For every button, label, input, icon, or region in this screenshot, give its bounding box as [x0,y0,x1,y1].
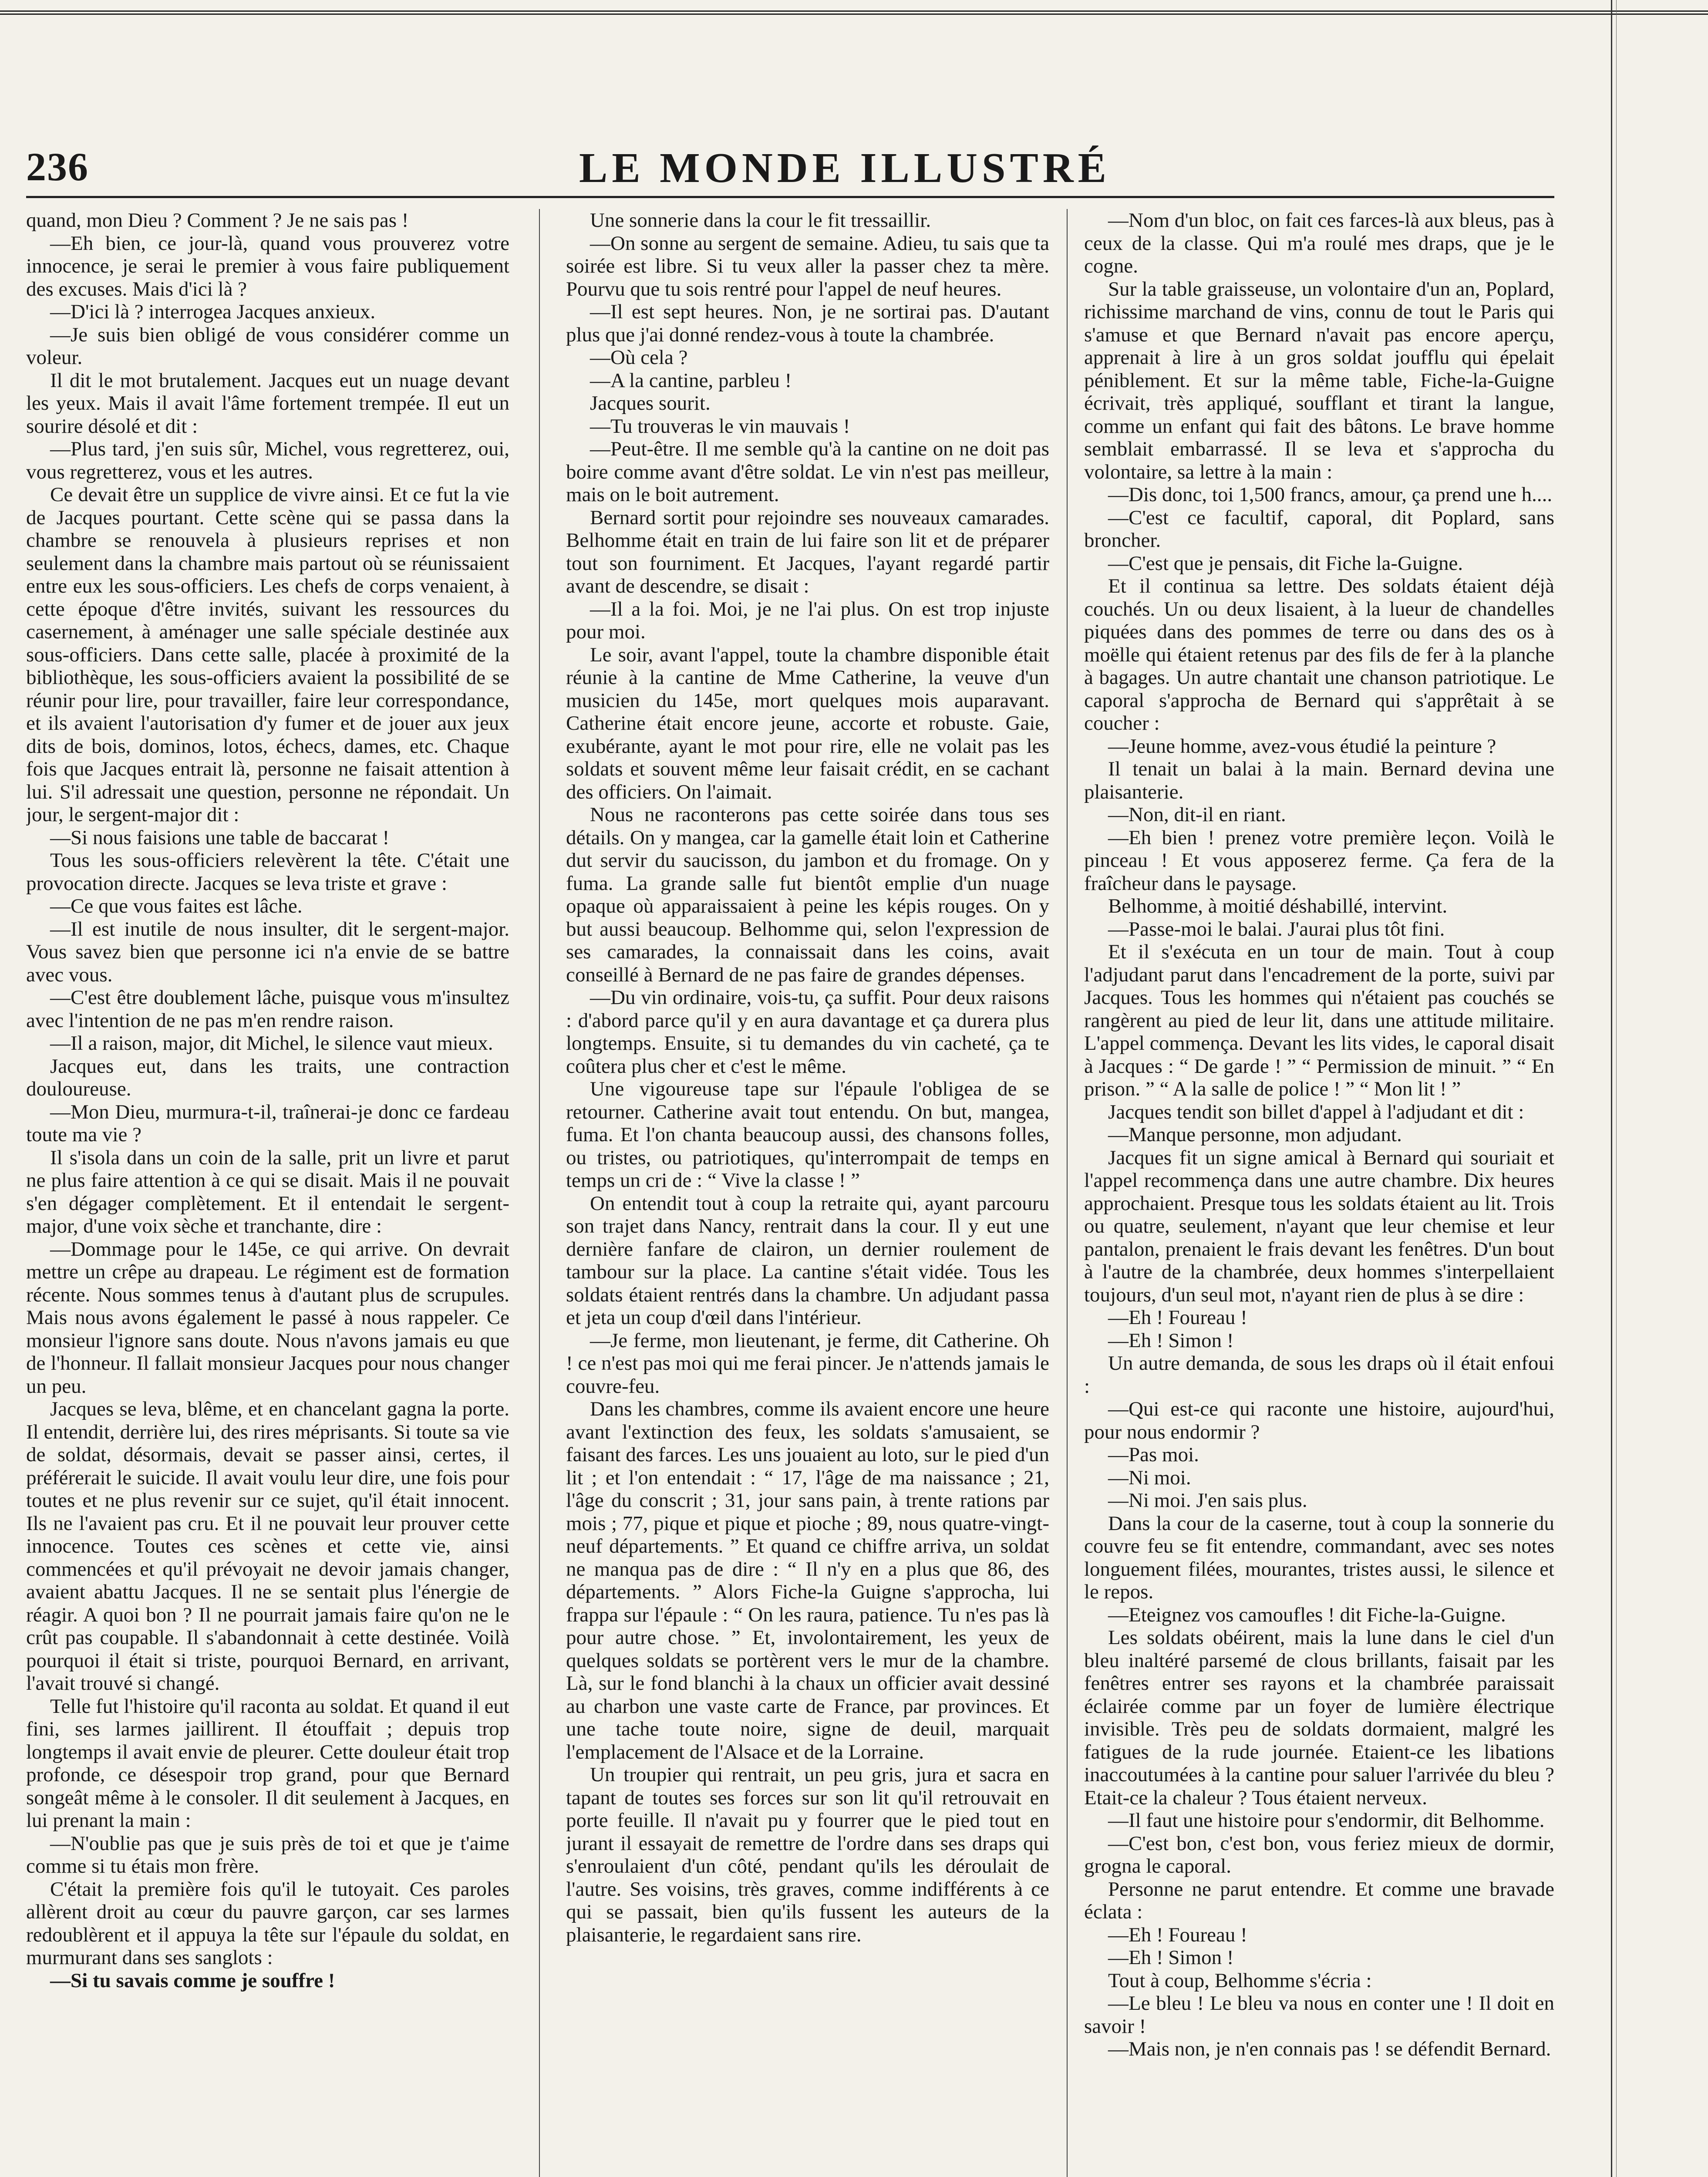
paragraph: —Eh bien, ce jour-là, quand vous prouverez votre innocence, je serai le premier à vous faire publiquement des excuses. Mais d'ici là ? [26,232,509,300]
paragraph: Il dit le mot brutalement. Jacques eut un nuage devant les yeux. Mais il avait l'âme fortement trempée. Il eut un sourire désolé et dit : [26,369,509,438]
paragraph: —Mais non, je n'en connais pas ! se défendit Bernard. [1108,2038,1551,2060]
paragraph: —Ce que vous faites est lâche. [50,895,303,917]
paragraph: —N'oublie pas que je suis près de toi et que je t'aime comme si tu étais mon frère. [26,1832,509,1877]
paragraph: —A la cantine, parbleu ! [590,369,792,392]
paragraph: Tout à coup, Belhomme s'écria : [1108,1969,1372,1992]
paragraph: —On sonne au sergent de semaine. Adieu, tu sais que ta soirée est libre. Si tu veux aller la passer chez ta mère. Pourvu que tu sois rentré pour l'appel de neuf heures. [566,232,1049,300]
paragraph: —Passe-moi le balai. J'aurai plus tôt fini. [1108,917,1445,940]
paragraph: —Ni moi. [1108,1466,1191,1489]
paragraph: —Qui est-ce qui raconte une histoire, aujourd'hui, pour nous endormir ? [1084,1398,1554,1443]
column-divider [539,209,540,2177]
paragraph: —Le bleu ! Le bleu va nous en conter une ! Il doit en savoir ! [1084,1992,1554,2038]
paragraph: —Du vin ordinaire, vois-tu, ça suffit. Pour deux raisons : d'abord parce qu'il y en aura davantage et ça durera plus longtemps. Ensuite, si tu demandes du vin cacheté, ça te coûtera plus cher et c'est le même. [566,986,1049,1078]
page-edge-line [1616,0,1617,2177]
paragraph: Telle fut l'histoire qu'il raconta au soldat. Et quand il eut fini, ses larmes jaillirent. Il étouffait ; depuis trop longtemps il avait envie de pleurer. Cette douleur était trop profonde, ce désespoir trop grand, pour que Bernard songeât même à le consoler. Il dit seulement à Jacques, en lui prenant la main : [26,1695,509,1832]
paragraph: —Dommage pour le 145e, ce qui arrive. On devrait mettre un crêpe au drapeau. Le régiment est de formation récente. Nous sommes tenus à d'autant plus de scrupules. Mais nous avons également le passé à nous rappeler. Ce monsieur l'ignore sans doute. Nous n'avons jamais eu que de l'honneur. Il fallait monsieur Jacques pour nous changer un peu. [26,1237,509,1398]
paragraph: —Eh ! Simon ! [1108,1329,1234,1352]
paragraph: —Il est inutile de nous insulter, dit le sergent-major. Vous savez bien que personne ici n'a envie de se battre avec vous. [26,917,509,986]
paragraph: —Ni moi. J'en sais plus. [1108,1489,1307,1512]
paragraph: —Il a la foi. Moi, je ne l'ai plus. On est trop injuste pour moi. [566,597,1049,643]
paragraph: Belhomme, à moitié déshabillé, intervint. [1108,895,1448,917]
text-column-2 [566,209,1049,2177]
paragraph: —Je ferme, mon lieutenant, je ferme, dit Catherine. Oh ! ce n'est pas moi qui me ferai pincer. Je n'attends jamais le couvre-feu. [566,1329,1049,1398]
paragraph: quand, mon Dieu ? Comment ? Je ne sais pas ! [26,209,409,232]
paragraph: Il tenait un balai à la main. Bernard devina une plaisanterie. [1084,758,1554,803]
masthead [26,135,1554,198]
paragraph: —Si tu savais comme je souffre ! [50,1969,335,1992]
paragraph: —C'est être doublement lâche, puisque vous m'insultez avec l'intention de ne pas m'en rendre raison. [26,986,509,1032]
paragraph: Les soldats obéirent, mais la lune dans le ciel d'un bleu inaltéré parsemé de clous brillants, faisait par les fenêtres entrer ses rayons et la chambrée paraissait éclairée comme par un foyer de lumière électrique invisible. Très peu de soldats dormaient, malgré les fatigues de la rude journée. Etaient-ce les libations inaccoutumées à la cantine pour saluer l'arrivée du bleu ? Etait-ce la chaleur ? Tous étaient nerveux. [1084,1626,1554,1809]
paragraph: Ce devait être un supplice de vivre ainsi. Et ce fut la vie de Jacques pourtant. Cette scène qui se passa dans la chambre se renouvela à plusieurs reprises et non seulement dans la chambre mais partout où se réunissaient entre eux les sous-officiers. Les chefs de corps venaient, à cette époque d'être invités, suivant les ressources du casernement, à aménager une salle spéciale destinée aux sous-officiers. Dans cette salle, placée à proximité de la bibliothèque, les sous-officiers avaient la possibilité de se réunir pour lire, pour travailler, faire leur correspondance, et ils avaient l'autorisation d'y fumer et de jouer aux jeux dits de bois, dominos, lotos, échecs, dames, etc. Chaque fois que Jacques entrait là, personne ne faisait attention à lui. S'il adressait une question, personne ne répondait. Un jour, le sergent-major dit : [26,483,509,826]
paragraph: Le soir, avant l'appel, toute la chambre disponible était réunie à la cantine de Mme Catherine, la veuve d'un musicien du 145e, mort quelques mois auparavant. Catherine était encore jeune, accorte et robuste. Gaie, exubérante, ayant le mot pour rire, elle ne volait pas les soldats et souvent même leur faisait crédit, en se cachant des officiers. On l'aimait. [566,643,1049,803]
paragraph: Nous ne raconterons pas cette soirée dans tous ses détails. On y mangea, car la gamelle était loin et Catherine dut servir du saucisson, du jambon et du fromage. On y fuma. La grande salle fut bientôt emplie d'un nuage opaque où apparaissaient à peine les képis rouges. On y but aussi beaucoup. Belhomme qui, selon l'expression de ses camarades, la connaissait dans les coins, avait conseillé à Bernard de ne pas faire de grandes dépenses. [566,803,1049,986]
paragraph: Personne ne parut entendre. Et comme une bravade éclata : [1084,1877,1554,1923]
newspaper-page [26,17,1554,2177]
paragraph: On entendit tout à coup la retraite qui, ayant parcouru son trajet dans Nancy, rentrait dans la cour. Il y eut une dernière fanfare de clairon, un dernier roulement de tambour sur la place. La cantine s'était vidée. Tous les soldats étaient rentrés dans la chambre. Un adjudant passa et jeta un coup d'œil dans l'intérieur. [566,1192,1049,1329]
paragraph: —Nom d'un bloc, on fait ces farces-là aux bleus, pas à ceux de la classe. Qui m'a roulé mes draps, que je le cogne. [1084,209,1554,277]
paragraph: Dans la cour de la caserne, tout à coup la sonnerie du couvre feu se fit entendre, commandant, avec ses notes longuement filées, mourantes, tristes aussi, le silence et le repos. [1084,1512,1554,1603]
journal-title: LE MONDE ILLUSTRÉ [579,145,1111,192]
paragraph: —C'est bon, c'est bon, vous feriez mieux de dormir, grogna le caporal. [1084,1832,1554,1877]
paragraph: —Plus tard, j'en suis sûr, Michel, vous regretterez, oui, vous regretterez, vous et les autres. [26,438,509,483]
paragraph: —C'est que je pensais, dit Fiche la-Guigne. [1108,552,1463,575]
paragraph: Une vigoureuse tape sur l'épaule l'obligea de se retourner. Catherine avait tout entendu. On but, mangea, fuma. Et l'on chanta beaucoup aussi, des chansons folles, ou tristes, ou patriotiques, qu'interrompait de temps en temps un cri de : “ Vive la classe ! ” [566,1078,1049,1192]
paragraph: —Manque personne, mon adjudant. [1108,1123,1402,1146]
paragraph: Et il s'exécuta en un tour de main. Tout à coup l'adjudant parut dans l'encadrement de la porte, suivi par Jacques. Tous les hommes qui n'étaient pas couchés se rangèrent au pied de leur lit, dans une attitude militaire. L'appel commença. Devant les lits vides, le caporal disait à Jacques : “ De garde ! ” “ Permission de minuit. ” “ En prison. ” “ A la salle de police ! ” “ Mon lit ! ” [1084,940,1554,1100]
article-columns [26,209,1554,2177]
paragraph: Jacques eut, dans les traits, une contraction douloureuse. [26,1055,509,1100]
paragraph: —Il a raison, major, dit Michel, le silence vaut mieux. [50,1032,493,1055]
page-edge-line [1611,0,1612,2177]
paragraph: Jacques fit un signe amical à Bernard qui souriait et l'appel recommença dans une autre chambre. Dix heures approchaient. Presque tous les soldats étaient au lit. Trois ou quatre, seulement, n'ayant que leur chemise et leur pantalon, prenaient le frais devant les fenêtres. D'un bout à l'autre de la chambrée, deux hommes s'interpellaient toujours, d'un seul mot, n'ayant rien de plus à se dire : [1084,1146,1554,1306]
paragraph: —Eh ! Foureau ! [1108,1923,1247,1946]
paragraph: Il s'isola dans un coin de la salle, prit un livre et parut ne plus faire attention à ce qui se disait. Mais il ne pouvait s'en dégager complètement. Et il entendait le sergent-major, d'une voix sèche et tranchante, dire : [26,1146,509,1237]
paragraph: —Jeune homme, avez-vous étudié la peinture ? [1108,735,1496,758]
top-double-rule [0,0,1708,15]
paragraph: —Peut-être. Il me semble qu'à la cantine on ne doit pas boire comme avant d'être soldat. Le vin n'est pas meilleur, mais on le boit autrement. [566,438,1049,506]
paragraph: —Pas moi. [1108,1443,1199,1466]
paragraph: C'était la première fois qu'il le tutoyait. Ces paroles allèrent droit au cœur du pauvre garçon, car ses larmes redoublèrent et il appuya la tête sur l'épaule du soldat, en murmurant dans ses sanglots : [26,1877,509,1969]
paragraph: Une sonnerie dans la cour le fit tressaillir. [590,209,931,232]
paragraph: Jacques tendit son billet d'appel à l'adjudant et dit : [1108,1100,1524,1123]
paragraph: —Eh bien ! prenez votre première leçon. Voilà le pinceau ! Et vous apposerez ferme. Ça fera de la fraîcheur dans le paysage. [1084,826,1554,895]
paragraph: Dans les chambres, comme ils avaient encore une heure avant l'extinction des feux, les soldats s'amusaient, se faisant des farces. Les uns jouaient au loto, sur le pied d'un lit ; et l'on entendait : “ 17, l'âge de ma naissance ; 21, l'âge du conscrit ; 31, jour sans pain, à trente rations par mois ; 77, pique et pique et pioche ; 89, nous quatre-vingt-neuf départements. ” Et quand ce chiffre arriva, un soldat ne manqua pas de dire : “ Il n'y en a plus que 86, des départements. ” Alors Fiche-la Guigne s'approcha, lui frappa sur l'épaule : “ On les raura, patience. Tu n'es pas là pour autre chose. ” Et, involontairement, les yeux de quelques soldats se portèrent vers le mur de la chambre. Là, sur le fond blanchi à la chaux un officier avait dessiné au charbon une vaste carte de France, par provinces. Et une tache toute noire, signe de deuil, marquait l'emplacement de l'Alsace et de la Lorraine. [566,1398,1049,1763]
paragraph: —Dis donc, toi 1,500 francs, amour, ça prend une h.... [1108,483,1553,506]
paragraph: —Eteignez vos camoufles ! dit Fiche-la-Guigne. [1108,1603,1506,1626]
text-column-1 [26,209,509,2177]
paragraph: Jacques se leva, blême, et en chancelant gagna la porte. Il entendit, derrière lui, des rires méprisants. Si toute sa vie de soldat, désormais, devait se passer ainsi, certes, il préférerait le suicide. Il avait voulu leur dire, une fois pour toutes et ne plus revenir sur ce sujet, qu'il était innocent. Ils ne l'avaient pas cru. Et il ne pouvait leur prouver cette innocence. Toutes ces scènes et cette vie, ainsi commencées et qu'il prévoyait ne devoir jamais changer, avaient abattu Jacques. Il ne se sentait plus l'énergie de réagir. A quoi bon ? Il ne pourrait jamais faire qu'on ne le crût pas coupable. Il s'abandonnait à cette destinée. Voilà pourquoi il était si triste, pourquoi Bernard, en arrivant, l'avait trouvé si changé. [26,1398,509,1695]
paragraph: Un troupier qui rentrait, un peu gris, jura et sacra en tapant de toutes ses forces sur son lit qu'il retrouvait en porte feuille. Il n'avait pu y fourrer que le pied tout en jurant il essayait de remettre de l'ordre dans ses draps qui s'enroulaient d'un côté, pendant qu'ils les déroulait de l'autre. Ses voisins, très graves, comme indifférents à ce qui se passait, bien qu'ils fussent les auteurs de la plaisanterie, le regardaient sans rire. [566,1763,1049,1946]
paragraph: —Eh ! Foureau ! [1108,1306,1247,1329]
paragraph: Bernard sortit pour rejoindre ses nouveaux camarades. Belhomme était en train de lui faire son lit et de préparer tout son fourniment. Et Jacques, l'ayant regardé partir avant de descendre, se disait : [566,506,1049,597]
paragraph: —Tu trouveras le vin mauvais ! [590,415,850,438]
paragraph: —Il faut une histoire pour s'endormir, dit Belhomme. [1108,1809,1545,1832]
paragraph: —Mon Dieu, murmura-t-il, traînerai-je donc ce fardeau toute ma vie ? [26,1100,509,1146]
paragraph: —Où cela ? [590,346,688,369]
paragraph: —Non, dit-il en riant. [1108,803,1286,826]
page-number: 236 [26,145,89,189]
column-divider [1067,209,1068,2177]
paragraph: Et il continua sa lettre. Des soldats étaient déjà couchés. Un ou deux lisaient, à la lueur de chandelles piquées dans des pommes de terre ou dans des os à moëlle qui étaient retenus par des fils de fer à la planche à bagages. Un autre chantait une chanson patriotique. Le caporal s'approcha de Bernard qui s'apprêtait à se coucher : [1084,575,1554,735]
paragraph: —C'est ce facultif, caporal, dit Poplard, sans broncher. [1084,506,1554,552]
text-column-3 [1084,209,1554,2177]
paragraph: —D'ici là ? interrogea Jacques anxieux. [50,300,376,323]
paragraph: Jacques sourit. [590,392,711,415]
paragraph: Tous les sous-officiers relevèrent la tête. C'était une provocation directe. Jacques se leva triste et grave : [26,849,509,895]
paragraph: —Eh ! Simon ! [1108,1946,1234,1969]
paragraph: Un autre demanda, de sous les draps où il était enfoui : [1084,1352,1554,1398]
paragraph: Sur la table graisseuse, un volontaire d'un an, Poplard, richissime marchand de vins, connu de tout le Paris qui s'amuse et que Bernard n'avait pas encore aperçu, apprenait à lire à un gros soldat joufflu qui épelait péniblement. Et sur la même table, Fiche-la-Guigne écrivait, très appliqué, soufflant et tirant la langue, comme un enfant qui fait des bâtons. Le brave homme semblait embarrassé. Il se leva et s'approcha du volontaire, sa lettre à la main : [1084,277,1554,483]
paragraph: —Il est sept heures. Non, je ne sortirai pas. D'autant plus que j'ai donné rendez-vous à toute la chambrée. [566,300,1049,346]
paragraph: —Si nous faisions une table de baccarat ! [50,826,390,849]
paragraph: —Je suis bien obligé de vous considérer comme un voleur. [26,323,509,369]
